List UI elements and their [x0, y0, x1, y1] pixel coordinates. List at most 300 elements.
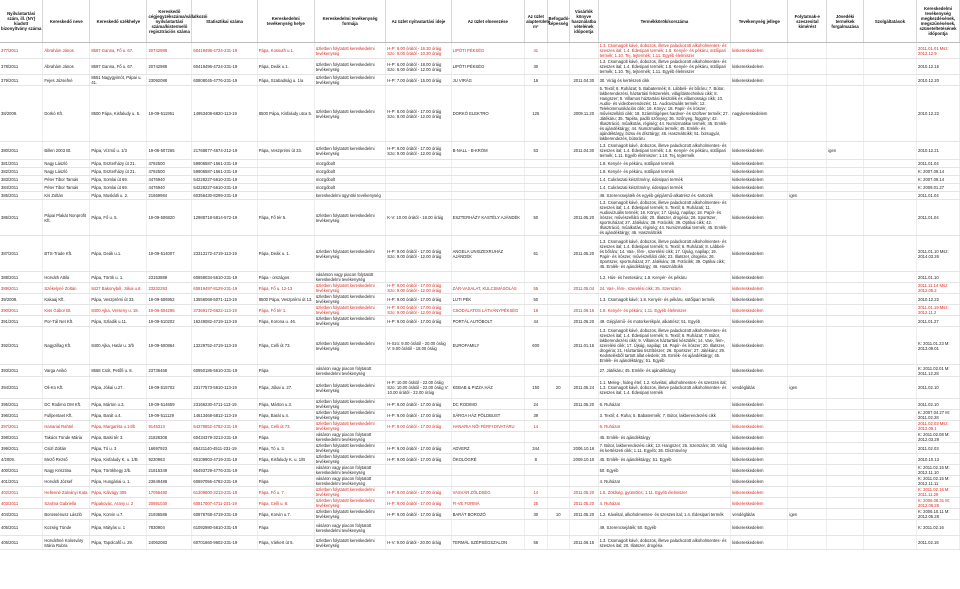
col-nyitvatartas-cell: H-P: 9.00 órától - 17.00 óráig	[386, 410, 451, 421]
col-vasarlok-konyve-cell: 2011.04.30	[569, 75, 598, 86]
table-row	[0, 476, 960, 487]
col-tevekenyseg-helye-cell: Pápa, Fő u. 7.	[257, 487, 314, 498]
col-tevekenyseg-jellege-cell: kiskereskedelem	[731, 160, 788, 168]
col-uzlet-elnevezese-cell: ADVERZ	[451, 443, 524, 454]
col-alapterulet-cell	[525, 192, 547, 200]
col-nyitvatartas-cell: H-P: 9.00 órától - 17.00 óráig	[386, 454, 451, 465]
col-befogado-kepesseg-cell	[547, 160, 569, 168]
table-body	[0, 43, 960, 550]
col-befogado-kepesseg-cell	[547, 410, 569, 421]
col-tevekenyseg-helye-cell: Pápa, Tó u. 3.	[257, 443, 314, 454]
col-alapterulet-cell	[525, 432, 547, 443]
col-megkezdes-cell: 2011.01.01 Msz: 2012.12.9	[917, 43, 960, 59]
col-kereskedo-neve-cell: Nagy Krisztina	[43, 465, 90, 476]
col-szekhely-cell: Pápakovác, Arany u. 2	[90, 498, 147, 509]
col-nyitvatartas-cell	[386, 465, 451, 476]
col-nyilvantartasi-szam-cell: 401/2011	[0, 476, 43, 487]
table-row	[0, 498, 960, 509]
col-uzlet-elnevezese-cell: KEBAB & PIZZA HÁZ	[451, 377, 524, 399]
col-kereskedo-neve-cell: Dorkó Kft.	[43, 86, 90, 142]
col-tevekenyseg-formaja-cell: üzletben folytatott kereskedelmi tevékenység	[314, 142, 385, 160]
col-tevekenyseg-formaja-cell: üzletben folytatott kereskedelmi tevékenység	[314, 200, 385, 236]
col-befogado-kepesseg-cell	[547, 432, 569, 443]
col-szeszesital-cell	[788, 421, 827, 432]
col-tevekenyseg-helye-cell: 8500 Pápa, Veszprémi út 13.	[257, 294, 314, 305]
col-befogado-kepesseg-cell	[547, 365, 569, 377]
col-kereskedo-neve-cell: Ábrahám János	[43, 59, 90, 75]
col-statisztikai-szam-cell: 59906587-1561-231-19	[192, 160, 257, 168]
col-uzlet-elnevezese-cell	[451, 168, 524, 176]
col-tevekenyseg-formaja-cell: vásáron vagy piacon folytatott kereskedelmi tevékenység	[314, 476, 385, 487]
col-jovedeki-cell	[827, 305, 864, 316]
table-row	[0, 487, 960, 498]
col-kereskedo-neve-cell: Hellenné Zalványi Kata	[43, 487, 90, 498]
col-tevekenyseg-jellege-cell: kiskereskedelem	[731, 142, 788, 160]
col-nyilvantartasi-szam-cell: 382/2011	[0, 168, 43, 176]
col-statisztikai-szam-cell: 14613468-5812-113-19	[192, 410, 257, 421]
col-vasarlok-konyve-header: Vásárlók könyve használatba vételének időpontja	[569, 0, 598, 43]
col-tevekenyseg-jellege-cell: kiskereskedelem	[731, 399, 788, 410]
col-nyilvantartasi-szam-cell: 381/2011	[0, 160, 43, 168]
col-vasarlok-konyve-cell	[569, 432, 598, 443]
col-termekkorok-header: Termékkörök/sorszáma	[598, 0, 731, 43]
col-szekhely-cell: Pápa, Kisfaludy K. u. 1/B	[90, 454, 147, 465]
col-szolgaltatasok-cell	[863, 465, 916, 476]
col-vasarlok-konyve-cell	[569, 476, 598, 487]
col-kereskedo-neve-cell: Nagyzillag Kft.	[43, 327, 90, 365]
col-vasarlok-konyve-cell: 2011.04.30	[569, 142, 598, 160]
col-alapterulet-cell	[525, 176, 547, 184]
col-termekkorok-cell: 1.2. Kávéital, alkoholmentes- és szeszes ital; 1.4. Édesipari termék	[598, 509, 731, 520]
col-tevekenyseg-jellege-cell: kiskereskedelem	[731, 294, 788, 305]
col-kereskedo-neve-cell: Kiss Gábor Bt.	[43, 305, 90, 316]
col-statisztikai-szam-cell: 60419496-4724-231-19	[192, 43, 257, 59]
col-megkezdes-cell: 2011.02.16	[917, 536, 960, 550]
col-kereskedo-neve-cell: Ábrahám János	[43, 43, 90, 59]
col-tevekenyseg-formaja-cell: üzletben folytatott kereskedelmi tevékenység	[314, 377, 385, 399]
col-befogado-kepesseg-cell	[547, 327, 569, 365]
col-statisztikai-szam-cell: 61309600-3213-231-19	[192, 487, 257, 498]
col-szeszesital-cell	[788, 160, 827, 168]
col-jovedeki-cell	[827, 443, 864, 454]
col-alapterulet-cell: 16	[525, 75, 547, 86]
col-tevekenyseg-formaja-cell: mozgóbolt	[314, 160, 385, 168]
col-tevekenyseg-jellege-cell: kiskereskedelem	[731, 476, 788, 487]
col-vasarlok-konyve-cell: 2011.05.20	[569, 236, 598, 272]
col-tevekenyseg-helye-cell: Pápa	[257, 365, 314, 377]
col-alapterulet-cell: 39	[525, 410, 547, 421]
col-befogado-kepesseg-cell	[547, 43, 569, 59]
col-megkezdes-cell: 2011.01.04	[917, 160, 960, 168]
col-nyitvatartas-cell: H-P: 9.00 órától - 17.00 óráig	[386, 421, 451, 432]
col-tevekenyseg-helye-cell: 8500 Pápa, Kisfaludy utca 5.	[257, 86, 314, 142]
col-cegjegyzekszam-cell: 16697923	[147, 443, 192, 454]
col-statisztikai-szam-cell: 54228227-5610-231-19	[192, 184, 257, 192]
col-vasarlok-konyve-cell	[569, 365, 598, 377]
col-jovedeki-header: Jövedéki termékek forgalmazása	[827, 0, 864, 43]
col-uzlet-elnevezese-cell: ÖKOLÓGRÉ	[451, 454, 524, 465]
col-vasarlok-konyve-cell: 2006.10.16	[569, 443, 598, 454]
col-nyitvatartas-cell	[386, 176, 451, 184]
col-tevekenyseg-formaja-cell: üzletben folytatott kereskedelmi tevékenység	[314, 536, 385, 550]
col-nyilvantartasi-szam-cell: 379/2011	[0, 75, 43, 86]
col-tevekenyseg-formaja-cell: üzletben folytatott kereskedelmi tevékenység	[314, 305, 385, 316]
col-uzlet-elnevezese-cell: FI-VE FORMÁ	[451, 498, 524, 509]
col-szekhely-cell: Pápa, Vízmű u. 1/3	[90, 142, 147, 160]
col-tevekenyseg-helye-cell: Pápa, Korona u. 46.	[257, 316, 314, 327]
col-termekkorok-cell: 1.3. Csomagolt kávé, dobozos, illetve palackozott alkoholmentes- és szeszes ital; 1.4. Édesipari termék; 5. Textil; 6. Ruházati; 8. Lábbeli- és bőráru; 14. Vas-, fém-, szerelési cikk; 17. Újság, napilap; 19. Papír- és írószer, művészellátó cikk; 23. Illatszer, drogéria; 26. Sportszer, sportruházat; 27. Játékáru; 38. Fotócikk; 39. Optikai cikk; 45. Emlék- és ajándéktárgy; 46. Használtcikk	[598, 236, 731, 272]
col-befogado-kepesseg-cell	[547, 443, 569, 454]
col-nyitvatartas-cell: H-Szo: 9.00 órától - 20.00 óráig V: 9.00 órától - 18.00 óráig	[386, 327, 451, 365]
col-tevekenyseg-formaja-cell: üzletben folytatott kereskedelmi tevékenység	[314, 399, 385, 410]
col-befogado-kepesseg-cell	[547, 168, 569, 176]
col-uzlet-elnevezese-cell	[451, 160, 524, 168]
col-uzlet-elnevezese-cell	[451, 476, 524, 487]
col-nyilvantartasi-szam-cell: 38/2009.	[0, 86, 43, 142]
col-szeszesital-cell: igen	[788, 509, 827, 520]
col-cegjegyzekszam-cell: 20742988	[147, 43, 192, 59]
col-szolgaltatasok-cell	[863, 476, 916, 487]
col-kereskedo-neve-cell: Székelyné Zoltán	[43, 283, 90, 294]
col-megkezdes-cell: K: 2006.08.31 M: 2012.06.28	[917, 498, 960, 509]
col-kereskedo-neve-cell: Takács Tünde Mária	[43, 432, 90, 443]
col-statisztikai-szam-cell: 59906587-1561-231-19	[192, 168, 257, 176]
col-szeszesital-cell	[788, 168, 827, 176]
col-kereskedo-neve-cell: Kakaaj Kft.	[43, 294, 90, 305]
col-tevekenyseg-jellege-cell: kiskereskedelem	[731, 316, 788, 327]
col-uzlet-elnevezese-cell: LIPÓTI PÉKSÉG	[451, 43, 524, 59]
col-vasarlok-konyve-cell	[569, 272, 598, 283]
col-megkezdes-cell: K: 2011.02.15 M: 2012.11.11	[917, 476, 960, 487]
col-megkezdes-cell: 2011.01.04	[917, 192, 960, 200]
col-uzlet-elnevezese-cell: TERMÁL SZÉPSÉGSZALON	[451, 536, 524, 550]
col-megkezdes-cell: K: 2011.01.23 M: 2013.09.01	[917, 327, 960, 365]
col-uzlet-elnevezese-cell	[451, 520, 524, 536]
col-tevekenyseg-helye-cell: Pápa, Jókai u. 27.	[257, 377, 314, 399]
col-alapterulet-cell	[525, 476, 547, 487]
col-szolgaltatasok-cell	[863, 536, 916, 550]
col-jovedeki-cell	[827, 476, 864, 487]
col-szekhely-cell: 8551 Nagygyimót, Pápai u. 41.	[90, 75, 147, 86]
col-befogado-kepesseg-cell	[547, 86, 569, 142]
col-vasarlok-konyve-cell	[569, 294, 598, 305]
col-nyilvantartasi-szam-cell: 404/2011	[0, 509, 43, 520]
col-befogado-kepesseg-cell	[547, 536, 569, 550]
header-row	[0, 0, 960, 43]
col-szolgaltatasok-cell	[863, 272, 916, 283]
col-tevekenyseg-formaja-cell: üzletben folytatott kereskedelmi tevékenység	[314, 421, 385, 432]
col-szolgaltatasok-cell	[863, 142, 916, 160]
col-szekhely-cell: Pápa, Veszprémi út 33.	[90, 294, 147, 305]
col-szeszesital-cell	[788, 86, 827, 142]
col-cegjegyzekszam-cell: 21826308	[147, 432, 192, 443]
col-vasarlok-konyve-cell	[569, 184, 598, 192]
col-uzlet-elnevezese-cell: SÁRGA HÁZ PÖLDBUST	[451, 410, 524, 421]
col-szeszesital-cell	[788, 399, 827, 410]
col-szekhely-cell: Pápa, Márton u.3.	[90, 399, 147, 410]
col-megkezdes-cell: K: 2011.02.15 M: 2012.11.10	[917, 465, 960, 476]
col-nyilvantartasi-szam-cell: 405/2011	[0, 520, 43, 536]
col-tevekenyseg-helye-cell: Pápa, Fő u. 12-13	[257, 283, 314, 294]
col-jovedeki-cell	[827, 160, 864, 168]
col-befogado-kepesseg-cell	[547, 294, 569, 305]
col-cegjegyzekszam-cell: 21936586	[147, 509, 192, 520]
col-szekhely-cell: Pápa, Tapolcafő u. 29.	[90, 536, 147, 550]
col-szolgaltatasok-cell	[863, 327, 916, 365]
col-alapterulet-cell: 125	[525, 86, 547, 142]
col-szolgaltatasok-cell	[863, 192, 916, 200]
col-tevekenyseg-jellege-cell: kiskereskedelem	[731, 192, 788, 200]
col-jovedeki-cell	[827, 487, 864, 498]
col-tevekenyseg-jellege-cell: vendéglátás	[731, 509, 788, 520]
col-uzlet-elnevezese-cell: ESZTERHÁZY KASTÉLY AJÁNDÉK	[451, 200, 524, 236]
col-szeszesital-cell	[788, 283, 827, 294]
col-tevekenyseg-jellege-cell: kiskereskedelem	[731, 184, 788, 192]
col-cegjegyzekszam-cell: 19-09-514007	[147, 236, 192, 272]
col-nyitvatartas-cell	[386, 168, 451, 176]
col-termekkorok-cell: 1.2. Hús- és hentesáru; 1.8. Kenyér- és pékáru	[598, 272, 731, 283]
col-megkezdes-cell: 2011.02.10	[917, 399, 960, 410]
col-szeszesital-cell	[788, 59, 827, 75]
col-alapterulet-cell	[525, 160, 547, 168]
col-jovedeki-cell	[827, 86, 864, 142]
col-nyitvatartas-cell: H-P: 7.00 órától - 15.00 óráig	[386, 75, 451, 86]
col-tevekenyseg-formaja-cell: üzletben folytatott kereskedelmi tevékenység	[314, 443, 385, 454]
col-tevekenyseg-jellege-cell: kiskereskedelem	[731, 236, 788, 272]
col-szekhely-cell: Pápa, Barát u.4.	[90, 410, 147, 421]
col-tevekenyseg-jellege-cell: kiskereskedelem	[731, 536, 788, 550]
col-kereskedo-neve-header: Kereskedő neve	[43, 0, 90, 43]
col-szekhely-cell: Pápa, Eszterházy út 21.	[90, 168, 147, 176]
col-alapterulet-cell: 30	[525, 509, 547, 520]
col-tevekenyseg-jellege-header: Tevékenység jellege	[731, 0, 788, 43]
col-statisztikai-szam-cell: 60419496-4724-231-19	[192, 59, 257, 75]
col-statisztikai-szam-cell: 65493729-4776-231-19	[192, 465, 257, 476]
col-termekkorok-cell: 1.3. Csomagolt kávé; 1.8. Kenyér- és pékáru, sütőipari termék	[598, 294, 731, 305]
col-kereskedo-neve-cell: Mező Rezső	[43, 454, 90, 465]
col-statisztikai-szam-cell: 60819497-8129-231-19	[192, 283, 257, 294]
col-szekhely-cell: Pápa, Kálvágy 305	[90, 487, 147, 498]
col-kereskedo-neve-cell: Nagy László	[43, 168, 90, 176]
table-row	[0, 365, 960, 377]
col-cegjegyzekszam-cell: 9145313	[147, 421, 192, 432]
col-befogado-kepesseg-cell	[547, 316, 569, 327]
col-alapterulet-cell: 8	[525, 454, 547, 465]
col-tevekenyseg-jellege-cell: nagykereskedelem	[731, 86, 788, 142]
col-termekkorok-cell: 45. Emlék- és ajándéktárgy	[598, 432, 731, 443]
col-tevekenyseg-helye-cell: Pápa, Kossuth u.1.	[257, 43, 314, 59]
col-szolgaltatasok-cell	[863, 168, 916, 176]
col-cegjegyzekszam-cell: 19-09-510202	[147, 316, 192, 327]
col-nyitvatartas-cell: H-P: 9.00 órától - 17.00 óráig Szo: 9.00 órától - 12.00 óráig	[386, 305, 451, 316]
col-jovedeki-cell	[827, 399, 864, 410]
col-termekkorok-cell: 1.3. Csomagolt kávé, dobozos, illetve palackozott alkoholmentes- és szeszes ital; 1.4. Édesipari termék; 5. Textil; 6. Ruházati; 11. Audiovizuális termék; 16. Könyv; 17. Újság, napilap; 18. Papír- és írószer, művészellátó cikk; 20. Illatszer, drogéria; 26. Sportszer, sportruházat; 27. Játékáru; 38. Fotócikk; 39. Optikai cikk; 42. Illusztráció, műalkotás, régiség; 44. Numizmatikai termék; 45. Emlék- és ajándéktárgy; 46. Használtcikk	[598, 200, 731, 236]
col-tevekenyseg-formaja-cell: üzletben folytatott kereskedelmi tevékenység	[314, 75, 385, 86]
col-nyitvatartas-cell: H-P: 9.00 órától - 17.00 óráig	[386, 294, 451, 305]
col-termekkorok-cell: 1.3. Csomagolt kávé, dobozos, illetve palackozott alkoholmentes- és szeszes ital; 1.4. Édesipari termék; 1.8. Kenyér- és pékáru, sütőipari termék; 1.10. Tej, tejtermék; 1.11. Egyéb élelmiszer	[598, 43, 731, 59]
col-szeszesital-cell	[788, 365, 827, 377]
col-tevekenyseg-jellege-cell: kiskereskedelem	[731, 168, 788, 176]
col-nyitvatartas-cell: H-P: 9.00 órától - 17.00 óráig	[386, 443, 451, 454]
col-nyitvatartas-cell	[386, 365, 451, 377]
col-uzlet-elnevezese-cell	[451, 365, 524, 377]
col-nyilvantartasi-szam-cell: 39/2009.	[0, 294, 43, 305]
col-tevekenyseg-helye-cell: Pápa	[257, 520, 314, 536]
col-szeszesital-cell: igen	[788, 192, 827, 200]
col-tevekenyseg-jellege-cell: kiskereskedelem	[731, 365, 788, 377]
col-cegjegyzekszam-cell: 4476940	[147, 184, 192, 192]
col-befogado-kepesseg-cell	[547, 399, 569, 410]
col-cegjegyzekszam-cell: 21815349	[147, 465, 192, 476]
col-tevekenyseg-jellege-cell: kiskereskedelem	[731, 410, 788, 421]
col-tevekenyseg-jellege-cell: kiskereskedelem	[731, 43, 788, 59]
col-tevekenyseg-jellege-cell: kiskereskedelem	[731, 327, 788, 365]
col-szolgaltatasok-cell	[863, 498, 916, 509]
col-jovedeki-cell	[827, 184, 864, 192]
table-row	[0, 421, 960, 432]
col-tevekenyseg-jellege-cell: kiskereskedelem	[731, 432, 788, 443]
col-statisztikai-szam-cell: 60950186-5610-231-19	[192, 365, 257, 377]
col-alapterulet-cell: 50	[525, 294, 547, 305]
col-szeszesital-cell	[788, 305, 827, 316]
col-cegjegyzekszam-cell: 20891030	[147, 498, 192, 509]
col-uzlet-elnevezese-cell: PORTÁL AUTÓBOLT	[451, 316, 524, 327]
col-tevekenyseg-formaja-cell: üzletben folytatott kereskedelmi tevékenység	[314, 454, 385, 465]
col-befogado-kepesseg-cell	[547, 454, 569, 465]
col-tevekenyseg-formaja-cell: üzletben folytatott kereskedelmi tevékenység	[314, 487, 385, 498]
col-szolgaltatasok-cell	[863, 432, 916, 443]
col-szekhely-cell: Pápa, Török u. 1.	[90, 272, 147, 283]
col-tevekenyseg-helye-cell: Pápa, Deák u. 1.	[257, 236, 314, 272]
col-nyilvantartasi-szam-cell: 397/2011	[0, 421, 43, 432]
col-vasarlok-konyve-cell	[569, 465, 598, 476]
col-cegjegyzekszam-cell: 7830904	[147, 520, 192, 536]
col-megkezdes-cell: K: 2011.02.01 M: 2011.12.28	[917, 365, 960, 377]
col-megkezdes-cell: 2010.12.21	[917, 142, 960, 160]
col-kereskedo-neve-cell: Borossénusz László	[43, 509, 90, 520]
col-kereskedo-neve-cell: Hanarial Rahtel	[43, 421, 90, 432]
col-szekhely-cell: Pápa, Somlai út 69.	[90, 184, 147, 192]
col-tevekenyseg-formaja-cell: üzletben folytatott kereskedelmi tevékenység	[314, 59, 385, 75]
col-jovedeki-cell	[827, 176, 864, 184]
col-alapterulet-cell: 61	[525, 236, 547, 272]
col-szeszesital-cell	[788, 176, 827, 184]
col-szolgaltatasok-cell	[863, 443, 916, 454]
col-statisztikai-szam-cell: 60808045-4776-231-19	[192, 75, 257, 86]
col-jovedeki-cell	[827, 365, 864, 377]
col-nyilvantartasi-szam-cell: 383/2011	[0, 176, 43, 184]
col-vasarlok-konyve-cell	[569, 59, 598, 75]
col-megkezdes-cell: 2011.01.10	[917, 272, 960, 283]
col-statisztikai-szam-cell: 60109903-4719-231-19	[192, 454, 257, 465]
col-szekhely-cell: Pápa, Szladik u.11.	[90, 316, 147, 327]
col-alapterulet-cell: 56	[525, 536, 547, 550]
col-kereskedo-neve-cell: Horváth József	[43, 476, 90, 487]
col-vasarlok-konyve-cell: 2011.05.20	[569, 498, 598, 509]
col-vasarlok-konyve-cell	[569, 168, 598, 176]
col-uzlet-elnevezese-cell: BARÁT BOROZÓ	[451, 509, 524, 520]
col-tevekenyseg-formaja-cell: mozgóbolt	[314, 176, 385, 184]
table-row	[0, 43, 960, 59]
col-nyitvatartas-cell: H-P: 9.00 órától - 17.00 óráig Szo: 9.00 órától - 12.00 óráig	[386, 236, 451, 272]
col-tevekenyseg-formaja-cell: mozgóbolt	[314, 168, 385, 176]
table-row	[0, 200, 960, 236]
col-befogado-kepesseg-cell: 10	[547, 509, 569, 520]
table-row	[0, 86, 960, 142]
col-kereskedo-neve-cell: Oli-Ko Kft.	[43, 377, 90, 399]
col-cegjegyzekszam-cell: 4476940	[147, 176, 192, 184]
col-tevekenyseg-jellege-cell: kiskereskedelem	[731, 454, 788, 465]
table-row	[0, 509, 960, 520]
col-szolgaltatasok-cell	[863, 184, 916, 192]
col-alapterulet-cell	[525, 184, 547, 192]
table-row	[0, 536, 960, 550]
col-alapterulet-cell: 41	[525, 43, 547, 59]
col-szeszesital-cell	[788, 272, 827, 283]
col-vasarlok-konyve-cell: 2011.05.20	[569, 200, 598, 236]
col-jovedeki-cell	[827, 236, 864, 272]
col-nyilvantartasi-szam-cell: 394/2011	[0, 377, 43, 399]
col-vasarlok-konyve-cell	[569, 43, 598, 59]
col-termekkorok-cell: 1.8. Kenyér- és pékáru; 1.11. Egyéb élelmiszer	[598, 305, 731, 316]
col-termekkorok-cell: 1.3. Csomagolt kávé, dobozos, illetve palackozott alkoholmentes- és szeszes ital; 1.4. Édesipari termék; 1.8. Kenyér- és pékáru, sütőipari termék; 1.11. Egyéb élelmiszer; 1.10. Tej, tejtermék	[598, 142, 731, 160]
col-szolgaltatasok-cell	[863, 160, 916, 168]
col-alapterulet-cell: 24	[525, 399, 547, 410]
table-row	[0, 454, 960, 465]
col-jovedeki-cell	[827, 536, 864, 550]
col-kereskedo-neve-cell: Fejes Józsefné	[43, 75, 90, 86]
table-row	[0, 184, 960, 192]
col-szekhely-cell: Pápa, Batsi tér 3.	[90, 432, 147, 443]
table-row	[0, 294, 960, 305]
table-row	[0, 59, 960, 75]
table-row	[0, 75, 960, 86]
col-megkezdes-cell: 2011.01.04	[917, 200, 960, 236]
col-szekhely-cell: Pápa, Muskátli u. 2.	[90, 192, 147, 200]
col-termekkorok-cell: 1.3. Csomagolt kávé, dobozos, illetve palackozott alkoholmentes- és szeszes ital; 20. Illatszer, drogéria	[598, 536, 731, 550]
table-row	[0, 399, 960, 410]
col-kereskedo-neve-cell: DC Rodimo DM Kft.	[43, 399, 90, 410]
col-cegjegyzekszam-cell: 23736468	[147, 365, 192, 377]
col-nyilvantartasi-szam-cell: 377/2011	[0, 43, 43, 59]
col-tevekenyseg-formaja-cell: üzletben folytatott kereskedelmi tevékenység	[314, 410, 385, 421]
col-statisztikai-szam-cell: 60697056-4782-231-19	[192, 476, 257, 487]
col-jovedeki-cell	[827, 192, 864, 200]
table-row	[0, 432, 960, 443]
col-nyitvatartas-cell	[386, 160, 451, 168]
col-szekhely-cell: 8500 Pápa, Kisfaludy u. 5.	[90, 86, 147, 142]
table-row	[0, 176, 960, 184]
col-cegjegyzekszam-cell: 23153889	[147, 272, 192, 283]
col-termekkorok-cell: 4. Ruházat	[598, 498, 731, 509]
col-tevekenyseg-helye-cell: Pápa, Celli u. 8.	[257, 498, 314, 509]
col-szekhely-cell: 8558 Csót, Petőfi u. 8.	[90, 365, 147, 377]
col-termekkorok-cell: 6. Ruházat	[598, 399, 731, 410]
col-termekkorok-cell: 24. Vas-, fém-, szerelési cikk; 25. Szerszám	[598, 283, 731, 294]
col-tevekenyseg-formaja-header: Kereskedelmi tevékenység formája	[314, 0, 385, 43]
col-tevekenyseg-jellege-cell: kiskereskedelem	[731, 465, 788, 476]
col-megkezdes-header: Kereskedelmi tevékenység megkezdésének, megszűnésének, szüneteltetésének időpontja	[917, 0, 960, 43]
col-alapterulet-cell	[525, 168, 547, 176]
col-tevekenyseg-formaja-cell: üzletben folytatott kereskedelmi tevékenység	[314, 327, 385, 365]
col-nyilvantartasi-szam-cell: 389/2011	[0, 283, 43, 294]
col-szeszesital-cell	[788, 520, 827, 536]
col-szeszesital-cell	[788, 465, 827, 476]
col-vasarlok-konyve-cell	[569, 192, 598, 200]
col-uzlet-elnevezese-cell	[451, 432, 524, 443]
col-szolgaltatasok-cell	[863, 520, 916, 536]
col-vasarlok-konyve-cell: 2009.10.10	[569, 454, 598, 465]
